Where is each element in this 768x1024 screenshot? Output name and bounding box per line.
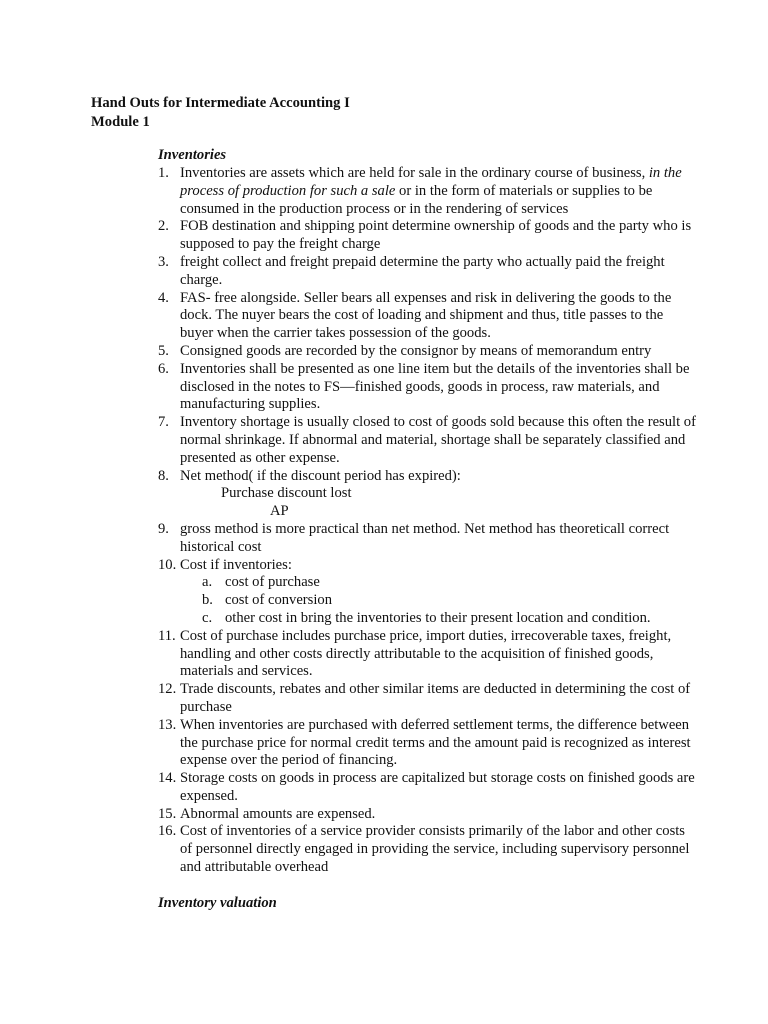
sub-item-text: cost of purchase xyxy=(225,574,320,591)
list-item xyxy=(158,806,698,824)
item-number: 10. xyxy=(158,556,177,573)
item-text: Abnormal amounts are expensed. xyxy=(180,805,376,822)
list-item xyxy=(158,823,698,876)
sub-item-letter: b. xyxy=(202,592,213,609)
item-number: 2. xyxy=(158,218,169,235)
journal-entry-credit: AP xyxy=(270,503,289,520)
module-label: Module 1 xyxy=(91,114,150,130)
item-text: FOB destination and shipping point determine ownership of goods and the party who is supposed to pay the freight charge xyxy=(180,218,692,253)
item-text: or in the form of materials or supplies to be consumed in the production process or in the rendering of services xyxy=(180,182,653,217)
item-italic-text: in the process of production for such a sale xyxy=(180,165,682,199)
item-number: 9. xyxy=(158,520,169,537)
item-text: Trade discounts, rebates and other similar items are deducted in determining the cost of purchase xyxy=(180,681,691,715)
item-text: freight collect and freight prepaid determine the party who actually paid the freight charge. xyxy=(180,253,665,288)
item-number: 4. xyxy=(158,289,169,306)
list-item xyxy=(158,165,698,218)
item-text: Inventories shall be presented as one line item but the details of the inventories shall be disclosed in the notes to FS—finished goods, goods in process, raw materials, and manufacturing supplies. xyxy=(180,360,690,413)
list-item xyxy=(158,770,698,806)
sub-list-item xyxy=(180,592,698,610)
document-header xyxy=(91,94,350,132)
item-text: Cost of purchase includes purchase price, import duties, irrecoverable taxes, freight, handling and other costs directly attributable to the acquisition of finished goods, materials and services. xyxy=(180,627,672,680)
item-number: 1. xyxy=(158,165,169,181)
list-item xyxy=(158,361,698,414)
item-text: When inventories are purchased with deferred settlement terms, the difference between the purchase price for normal credit terms and the amount paid is recognized as interest expense over the period of financing. xyxy=(180,716,691,769)
item-text: Cost of inventories of a service provider consists primarily of the labor and other costs of personnel directly engaged in providing the service, including supervisory personnel and attributable overhead xyxy=(180,823,690,876)
item-number: 16. xyxy=(158,823,177,840)
list-item xyxy=(158,717,698,770)
list-item xyxy=(158,681,698,717)
list-item xyxy=(158,557,698,628)
item-number: 15. xyxy=(158,805,177,822)
item-number: 7. xyxy=(158,414,169,431)
list-item xyxy=(158,343,698,361)
item-text: Cost if inventories: xyxy=(180,556,292,573)
item-text: gross method is more practical than net method. Net method has theoreticall correct historical cost xyxy=(180,520,670,555)
list-item xyxy=(158,218,698,254)
document-title: Hand Outs for Intermediate Accounting I xyxy=(91,95,350,111)
list-item xyxy=(158,628,698,681)
item-text: Consigned goods are recorded by the consignor by means of memorandum entry xyxy=(180,342,652,359)
item-number: 8. xyxy=(158,467,169,484)
list-item xyxy=(158,254,698,290)
item-text: FAS- free alongside. Seller bears all expenses and risk in delivering the goods to the dock. The nuyer bears the cost of loading and shipment and thus, title passes to the buyer when the carrier takes possession of the goods. xyxy=(180,289,672,342)
list-item xyxy=(158,521,698,557)
sub-list-item xyxy=(180,574,698,592)
journal-entry-debit: Purchase discount lost xyxy=(221,485,352,502)
item-number: 11. xyxy=(158,627,176,644)
sub-item-letter: c. xyxy=(202,609,213,626)
item-number: 3. xyxy=(158,253,169,270)
section-heading-inventory-valuation: Inventory valuation xyxy=(158,894,277,911)
item-number: 13. xyxy=(158,716,177,733)
sub-item-text: other cost in bring the inventories to their present location and condition. xyxy=(225,609,651,626)
list-item xyxy=(158,414,698,467)
item-text: Storage costs on goods in process are capitalized but storage costs on finished goods are expensed. xyxy=(180,770,695,804)
item-number: 5. xyxy=(158,342,169,359)
section-heading-inventories: Inventories xyxy=(158,147,227,163)
document-body xyxy=(158,147,698,913)
item-number: 14. xyxy=(158,770,177,787)
sub-item-letter: a. xyxy=(202,574,213,591)
item-number: 6. xyxy=(158,360,169,377)
list-item xyxy=(158,468,698,521)
sub-list-item xyxy=(180,610,698,628)
item-text: Inventory shortage is usually closed to cost of goods sold because this often the result of normal shrinkage. If abnormal and material, shortage shall be separately classified and presented as other expense. xyxy=(180,414,696,466)
item-number: 12. xyxy=(158,681,177,698)
item-text: Net method( if the discount period has expired): xyxy=(180,467,461,484)
list-item xyxy=(158,290,698,343)
inventories-list xyxy=(158,165,698,877)
sub-list xyxy=(180,574,698,627)
sub-item-text: cost of conversion xyxy=(225,592,332,609)
item-text: Inventories are assets which are held for sale in the ordinary course of business, xyxy=(180,165,649,181)
